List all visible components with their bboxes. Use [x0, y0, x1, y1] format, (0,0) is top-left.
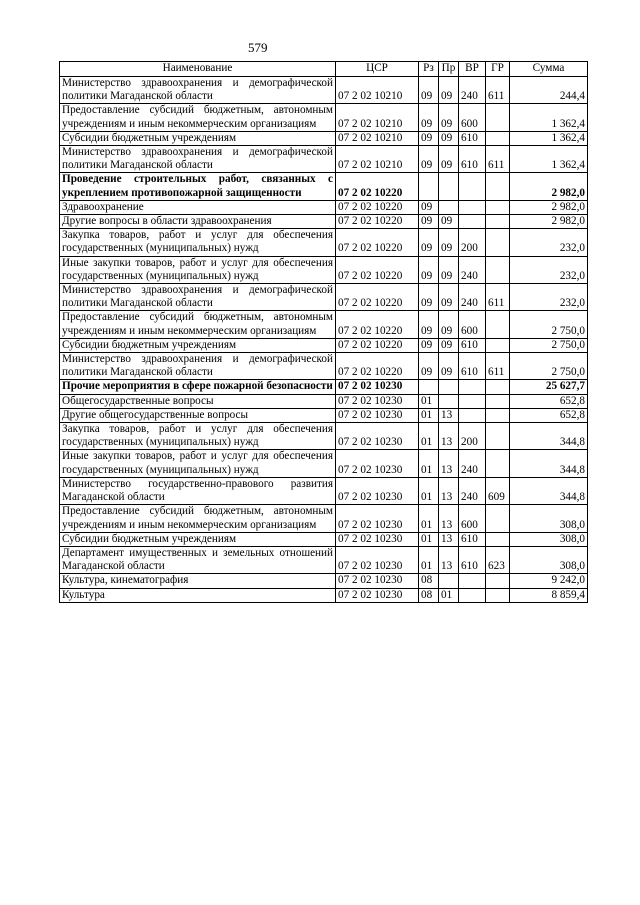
cell-csr: 07 2 02 10220 — [336, 200, 419, 214]
cell-vr: 240 — [459, 477, 486, 504]
cell-csr: 07 2 02 10230 — [336, 477, 419, 504]
cell-vr — [459, 215, 486, 229]
cell-name: Министерство государственно-правового развития Магаданской области — [60, 477, 336, 504]
cell-vr: 610 — [459, 532, 486, 546]
cell-gr — [486, 588, 510, 602]
table-row — [60, 173, 588, 200]
table-row — [60, 229, 588, 256]
header-vr: ВР — [459, 62, 486, 77]
cell-vr: 240 — [459, 284, 486, 311]
cell-sum: 8 859,4 — [510, 588, 588, 602]
cell-name: Общегосударственные вопросы — [60, 394, 336, 408]
cell-name: Закупка товаров, работ и услуг для обеспечения государственных (муниципальных) нужд — [60, 423, 336, 450]
cell-rz — [419, 380, 439, 394]
cell-pr: 13 — [439, 408, 459, 422]
cell-pr: 09 — [439, 256, 459, 283]
cell-gr — [486, 574, 510, 588]
cell-vr: 610 — [459, 338, 486, 352]
cell-rz: 09 — [419, 146, 439, 173]
cell-vr — [459, 380, 486, 394]
cell-vr: 240 — [459, 77, 486, 104]
cell-sum: 2 982,0 — [510, 200, 588, 214]
cell-pr: 13 — [439, 532, 459, 546]
cell-name: Министерство здравоохранения и демографической политики Магаданской области — [60, 77, 336, 104]
cell-pr: 09 — [439, 104, 459, 131]
cell-rz: 08 — [419, 588, 439, 602]
cell-pr: 09 — [439, 77, 459, 104]
cell-vr: 240 — [459, 450, 486, 477]
cell-csr: 07 2 02 10220 — [336, 353, 419, 380]
header-name: Наименование — [60, 62, 336, 77]
cell-sum: 652,8 — [510, 408, 588, 422]
header-csr: ЦСР — [336, 62, 419, 77]
cell-name: Министерство здравоохранения и демографической политики Магаданской области — [60, 284, 336, 311]
table-row — [60, 215, 588, 229]
table-header-row — [60, 62, 588, 77]
cell-gr — [486, 256, 510, 283]
cell-name: Другие вопросы в области здравоохранения — [60, 215, 336, 229]
table-row — [60, 574, 588, 588]
cell-csr: 07 2 02 10230 — [336, 532, 419, 546]
cell-rz: 01 — [419, 450, 439, 477]
cell-rz: 09 — [419, 256, 439, 283]
table-row — [60, 477, 588, 504]
cell-gr — [486, 215, 510, 229]
cell-vr — [459, 574, 486, 588]
cell-sum: 2 750,0 — [510, 338, 588, 352]
cell-pr: 09 — [439, 311, 459, 338]
header-gr: ГР — [486, 62, 510, 77]
cell-name: Иные закупки товаров, работ и услуг для обеспечения государственных (муниципальных) нужд — [60, 256, 336, 283]
cell-sum: 2 750,0 — [510, 311, 588, 338]
cell-vr: 610 — [459, 146, 486, 173]
cell-name: Здравоохранение — [60, 200, 336, 214]
cell-rz: 01 — [419, 408, 439, 422]
cell-sum: 1 362,4 — [510, 104, 588, 131]
cell-csr: 07 2 02 10220 — [336, 173, 419, 200]
budget-table — [59, 61, 588, 603]
cell-vr: 600 — [459, 104, 486, 131]
cell-gr — [486, 408, 510, 422]
table-row — [60, 532, 588, 546]
cell-csr: 07 2 02 10220 — [336, 338, 419, 352]
cell-csr: 07 2 02 10220 — [336, 284, 419, 311]
cell-pr: 13 — [439, 546, 459, 573]
table-row — [60, 546, 588, 573]
cell-rz: 09 — [419, 311, 439, 338]
cell-vr: 610 — [459, 546, 486, 573]
cell-gr — [486, 338, 510, 352]
cell-csr: 07 2 02 10210 — [336, 104, 419, 131]
cell-rz: 09 — [419, 131, 439, 145]
cell-vr — [459, 588, 486, 602]
cell-rz: 09 — [419, 353, 439, 380]
cell-sum: 232,0 — [510, 284, 588, 311]
cell-vr: 600 — [459, 505, 486, 532]
cell-gr — [486, 423, 510, 450]
cell-name: Культура, кинематография — [60, 574, 336, 588]
cell-gr — [486, 450, 510, 477]
cell-vr: 200 — [459, 423, 486, 450]
cell-sum: 344,8 — [510, 477, 588, 504]
cell-gr: 611 — [486, 284, 510, 311]
cell-csr: 07 2 02 10230 — [336, 380, 419, 394]
cell-rz: 09 — [419, 338, 439, 352]
cell-gr — [486, 311, 510, 338]
cell-pr: 13 — [439, 423, 459, 450]
table-body — [60, 77, 588, 603]
cell-pr: 09 — [439, 284, 459, 311]
cell-vr: 240 — [459, 256, 486, 283]
cell-vr — [459, 394, 486, 408]
table-row — [60, 353, 588, 380]
cell-pr: 09 — [439, 353, 459, 380]
cell-rz: 09 — [419, 104, 439, 131]
cell-rz: 01 — [419, 423, 439, 450]
cell-pr: 09 — [439, 229, 459, 256]
cell-pr — [439, 574, 459, 588]
cell-csr: 07 2 02 10220 — [336, 229, 419, 256]
cell-name: Культура — [60, 588, 336, 602]
cell-pr: 09 — [439, 146, 459, 173]
cell-name: Другие общегосударственные вопросы — [60, 408, 336, 422]
cell-pr — [439, 380, 459, 394]
cell-name: Департамент имущественных и земельных отношений Магаданской области — [60, 546, 336, 573]
cell-csr: 07 2 02 10230 — [336, 546, 419, 573]
cell-rz: 08 — [419, 574, 439, 588]
cell-sum: 25 627,7 — [510, 380, 588, 394]
cell-name: Иные закупки товаров, работ и услуг для обеспечения государственных (муниципальных) нужд — [60, 450, 336, 477]
table-row — [60, 423, 588, 450]
cell-sum: 652,8 — [510, 394, 588, 408]
cell-rz: 09 — [419, 229, 439, 256]
cell-vr — [459, 408, 486, 422]
cell-sum: 1 362,4 — [510, 131, 588, 145]
cell-sum: 308,0 — [510, 546, 588, 573]
table-row — [60, 131, 588, 145]
cell-pr: 09 — [439, 131, 459, 145]
cell-vr: 610 — [459, 131, 486, 145]
cell-csr: 07 2 02 10220 — [336, 311, 419, 338]
cell-gr: 611 — [486, 146, 510, 173]
cell-rz: 01 — [419, 532, 439, 546]
cell-rz: 01 — [419, 505, 439, 532]
cell-csr: 07 2 02 10230 — [336, 574, 419, 588]
cell-name: Министерство здравоохранения и демографической политики Магаданской области — [60, 146, 336, 173]
table-row — [60, 311, 588, 338]
cell-name: Прочие мероприятия в сфере пожарной безопасности — [60, 380, 336, 394]
cell-name: Предоставление субсидий бюджетным, автономным учреждениям и иным некоммерческим организациям — [60, 104, 336, 131]
table-row — [60, 200, 588, 214]
cell-vr — [459, 200, 486, 214]
cell-rz: 01 — [419, 477, 439, 504]
cell-sum: 308,0 — [510, 532, 588, 546]
cell-sum: 244,4 — [510, 77, 588, 104]
cell-gr: 611 — [486, 77, 510, 104]
cell-gr: 623 — [486, 546, 510, 573]
cell-sum: 2 982,0 — [510, 173, 588, 200]
table-row — [60, 146, 588, 173]
cell-rz: 09 — [419, 200, 439, 214]
header-sum: Сумма — [510, 62, 588, 77]
cell-rz: 09 — [419, 77, 439, 104]
cell-csr: 07 2 02 10230 — [336, 408, 419, 422]
cell-sum: 232,0 — [510, 229, 588, 256]
cell-gr — [486, 200, 510, 214]
cell-sum: 9 242,0 — [510, 574, 588, 588]
cell-pr: 01 — [439, 588, 459, 602]
cell-gr — [486, 380, 510, 394]
cell-gr: 609 — [486, 477, 510, 504]
table-row — [60, 588, 588, 602]
cell-csr: 07 2 02 10210 — [336, 146, 419, 173]
cell-vr: 610 — [459, 353, 486, 380]
cell-name: Проведение строительных работ, связанных с укреплением противопожарной защищенности — [60, 173, 336, 200]
page-number: 579 — [248, 40, 268, 55]
cell-name: Субсидии бюджетным учреждениям — [60, 338, 336, 352]
cell-pr: 09 — [439, 215, 459, 229]
cell-csr: 07 2 02 10230 — [336, 450, 419, 477]
table-row — [60, 450, 588, 477]
cell-csr: 07 2 02 10210 — [336, 131, 419, 145]
cell-pr — [439, 173, 459, 200]
cell-sum: 2 982,0 — [510, 215, 588, 229]
cell-rz: 09 — [419, 215, 439, 229]
cell-sum: 344,8 — [510, 450, 588, 477]
cell-rz: 09 — [419, 284, 439, 311]
table-row — [60, 380, 588, 394]
cell-name: Министерство здравоохранения и демографической политики Магаданской области — [60, 353, 336, 380]
table-row — [60, 77, 588, 104]
cell-name: Субсидии бюджетным учреждениям — [60, 532, 336, 546]
header-pr: Пр — [439, 62, 459, 77]
cell-csr: 07 2 02 10230 — [336, 423, 419, 450]
table-row — [60, 256, 588, 283]
cell-csr: 07 2 02 10230 — [336, 394, 419, 408]
cell-sum: 2 750,0 — [510, 353, 588, 380]
cell-rz: 01 — [419, 394, 439, 408]
cell-rz: 01 — [419, 546, 439, 573]
cell-name: Предоставление субсидий бюджетным, автономным учреждениям и иным некоммерческим организациям — [60, 311, 336, 338]
table-row — [60, 338, 588, 352]
cell-csr: 07 2 02 10220 — [336, 256, 419, 283]
cell-gr — [486, 394, 510, 408]
cell-csr: 07 2 02 10230 — [336, 505, 419, 532]
cell-sum: 344,8 — [510, 423, 588, 450]
cell-gr — [486, 104, 510, 131]
cell-csr: 07 2 02 10220 — [336, 215, 419, 229]
cell-pr: 13 — [439, 477, 459, 504]
cell-pr — [439, 200, 459, 214]
cell-gr — [486, 532, 510, 546]
cell-rz — [419, 173, 439, 200]
cell-pr — [439, 394, 459, 408]
cell-gr: 611 — [486, 353, 510, 380]
cell-gr — [486, 229, 510, 256]
cell-sum: 308,0 — [510, 505, 588, 532]
cell-sum: 1 362,4 — [510, 146, 588, 173]
cell-vr: 600 — [459, 311, 486, 338]
cell-csr: 07 2 02 10230 — [336, 588, 419, 602]
table-row — [60, 408, 588, 422]
table-row — [60, 284, 588, 311]
cell-name: Предоставление субсидий бюджетным, автономным учреждениям и иным некоммерческим организациям — [60, 505, 336, 532]
cell-pr: 13 — [439, 505, 459, 532]
cell-sum: 232,0 — [510, 256, 588, 283]
cell-name: Закупка товаров, работ и услуг для обеспечения государственных (муниципальных) нужд — [60, 229, 336, 256]
cell-pr: 13 — [439, 450, 459, 477]
table-row — [60, 505, 588, 532]
table-row — [60, 394, 588, 408]
cell-vr: 200 — [459, 229, 486, 256]
cell-gr — [486, 131, 510, 145]
cell-vr — [459, 173, 486, 200]
cell-gr — [486, 173, 510, 200]
cell-csr: 07 2 02 10210 — [336, 77, 419, 104]
cell-gr — [486, 505, 510, 532]
cell-name: Субсидии бюджетным учреждениям — [60, 131, 336, 145]
table-row — [60, 104, 588, 131]
header-rz: Рз — [419, 62, 439, 77]
cell-pr: 09 — [439, 338, 459, 352]
